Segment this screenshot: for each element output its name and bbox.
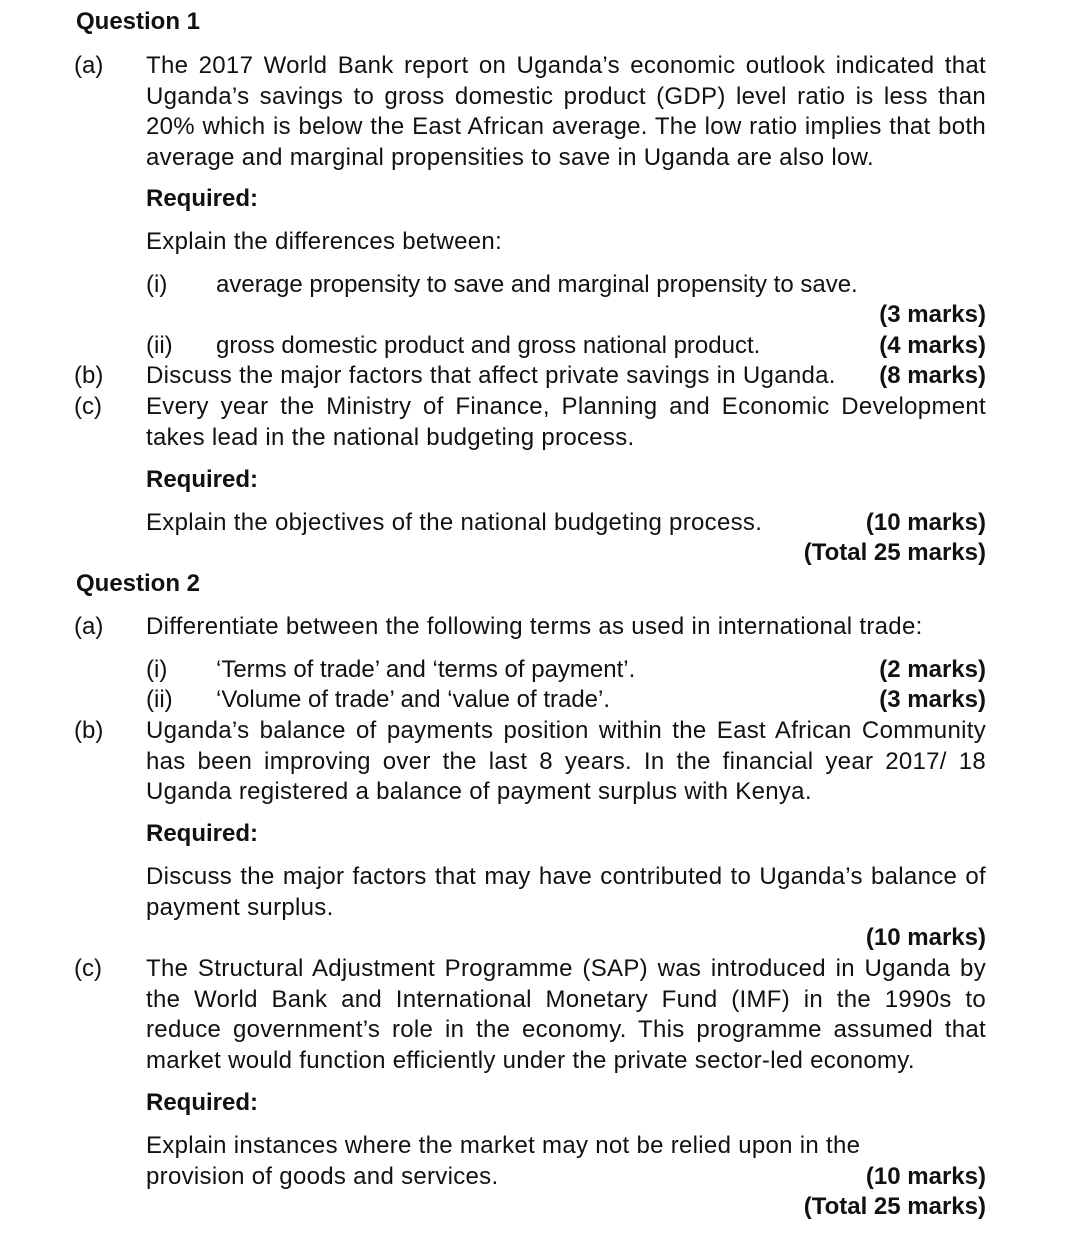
q1-c-text: Every year the Ministry of Finance, Planning and Economic Development takes lead in the national budgeting process. xyxy=(146,393,986,451)
q2-a-i-text: ‘Terms of trade’ and ‘terms of payment’. xyxy=(216,656,636,683)
q1-a-text: The 2017 World Bank report on Uganda’s economic outlook indicated that Uganda’s savings to gross domestic product (GDP) level ratio is less than 20% which is below the East African average. The low ratio implies that both average and marginal propensities to save in Uganda are also low. xyxy=(146,52,986,171)
q2-a-ii-text: ‘Volume of trade’ and ‘value of trade’. xyxy=(216,686,611,713)
q2-a-text: Differentiate between the following terms as used in international trade: xyxy=(146,613,923,640)
q1-b-marks: (8 marks) xyxy=(879,362,986,389)
q2-c-instruction-line-1: Explain instances where the market may not be relied upon in the xyxy=(146,1132,861,1159)
q1-c-required-heading: Required: xyxy=(146,466,259,493)
q2-c-label: (c) xyxy=(74,955,102,982)
q2-a-ii-marks: (3 marks) xyxy=(879,686,986,713)
q2-c-instruction-line-2: provision of goods and services. xyxy=(146,1163,499,1190)
q2-a-ii-label: (ii) xyxy=(146,686,173,713)
q2-c-text: The Structural Adjustment Programme (SAP) was introduced in Uganda by the World Bank and International Monetary Fund (IMF) in the 1990s to reduce government’s role in the economy. This programme assumed that market would function efficiently under the private sector-led economy. xyxy=(146,955,986,1074)
q1-a-ii-marks: (4 marks) xyxy=(879,332,986,359)
q2-b-text: Uganda’s balance of payments position within the East African Community has been improving over the last 8 years. In the financial year 2017/ 18 Uganda registered a balance of payment surplus with Kenya. xyxy=(146,717,986,805)
q1-a-ii-label: (ii) xyxy=(146,332,173,359)
q2-c-marks: (10 marks) xyxy=(865,1163,986,1190)
q1-a-i-text: average propensity to save and marginal propensity to save. xyxy=(216,271,858,298)
q2-total-marks: (Total 25 marks) xyxy=(803,1193,986,1220)
q1-a-i-label: (i) xyxy=(146,271,168,298)
q1-b-label: (b) xyxy=(74,362,104,389)
q1-a-label: (a) xyxy=(74,52,104,79)
q1-b-text: Discuss the major factors that affect private savings in Uganda. xyxy=(146,362,836,389)
q2-a-i-label: (i) xyxy=(146,656,168,683)
q1-c-marks: (10 marks) xyxy=(865,509,986,536)
q1-a-required-heading: Required: xyxy=(146,185,259,212)
q1-a-i-marks: (3 marks) xyxy=(879,301,986,328)
q2-a-label: (a) xyxy=(74,613,104,640)
question-2-title: Question 2 xyxy=(76,570,201,597)
q2-b-required-heading: Required: xyxy=(146,820,259,847)
q2-c-required-heading: Required: xyxy=(146,1089,259,1116)
q2-a-i-marks: (2 marks) xyxy=(879,656,986,683)
q1-c-label: (c) xyxy=(74,393,102,420)
q2-b-instruction: Discuss the major factors that may have contributed to Uganda’s balance of payment surplus. xyxy=(146,863,986,921)
q1-total-marks: (Total 25 marks) xyxy=(803,539,986,566)
q1-a-instruction: Explain the differences between: xyxy=(146,228,503,255)
q2-b-label: (b) xyxy=(74,717,104,744)
q2-b-marks: (10 marks) xyxy=(865,924,986,951)
q1-a-ii-text: gross domestic product and gross national product. xyxy=(216,332,761,359)
question-1-title: Question 1 xyxy=(76,8,201,35)
q1-c-instruction: Explain the objectives of the national budgeting process. xyxy=(146,509,763,536)
